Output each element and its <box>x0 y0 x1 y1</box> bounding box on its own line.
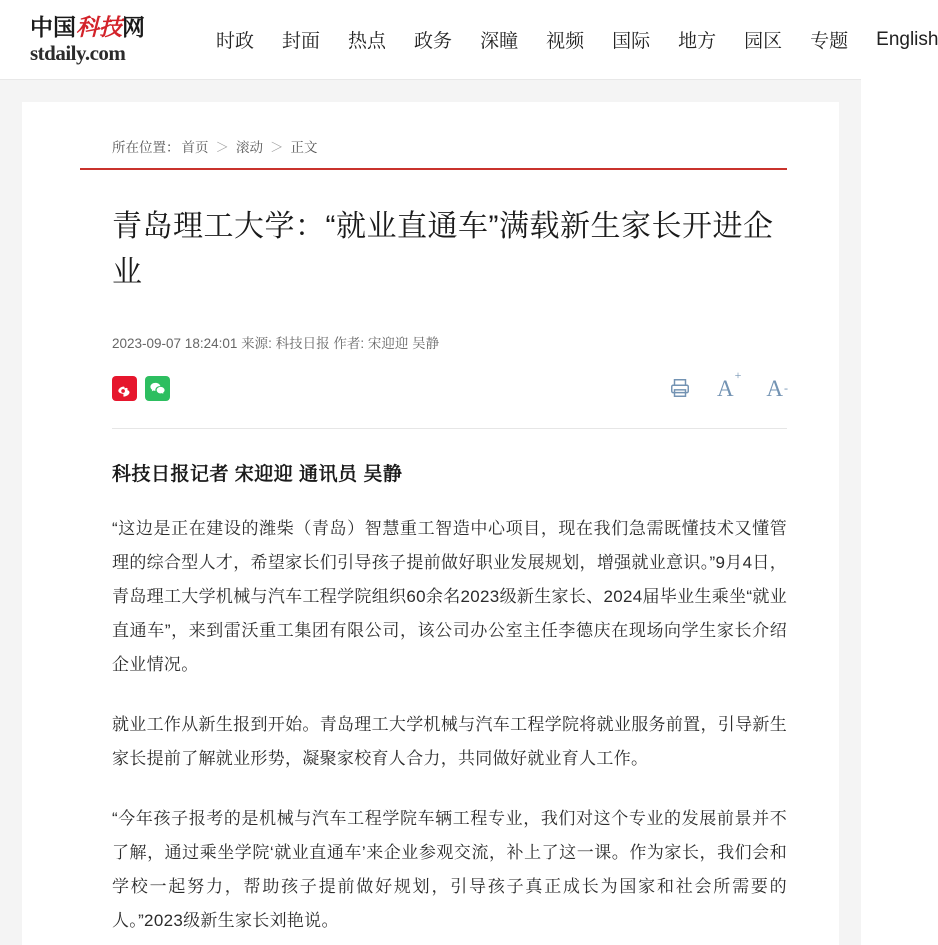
nav-item-shizheng[interactable]: 时政 <box>216 31 255 52</box>
nav-item-zhuanti[interactable]: 专题 <box>810 31 849 52</box>
breadcrumb-separator-2: ＞ <box>270 140 284 155</box>
article-paragraph-1: “这边是正在建设的潍柴（青岛）智慧重工智造中心项目，现在我们急需既懂技术又懂管理的综合型人才，希望家长们引导孩子提前做好职业发展规划，增强就业意识。”9月4日，青岛理工大学机械与汽车工程学院组织60余名2023级新生家长、2024届毕业生乘坐“就业直通车”，来到雷沃重工集团有限公司，该公司办公室主任李德庆在现场向学生家长介绍企业情况。 <box>112 519 787 674</box>
logo-text-part2: 科技 <box>76 13 122 40</box>
breadcrumb-label: 所在位置： <box>112 140 180 155</box>
font-increase-sup: + <box>734 367 742 382</box>
breadcrumb <box>80 130 787 170</box>
nav-item-fengmian[interactable]: 封面 <box>282 31 321 52</box>
article-card <box>22 102 839 945</box>
font-decrease-label: A <box>766 375 783 401</box>
nav-item-redian[interactable]: 热点 <box>348 31 387 52</box>
article-toolbar <box>112 368 787 429</box>
nav-item-shipin[interactable]: 视频 <box>546 31 585 52</box>
article-paragraph-2: 就业工作从新生报到开始。青岛理工大学机械与汽车工程学院将就业服务前置，引导新生家长提前了解就业形势，凝聚家校育人合力，共同做好就业育人工作。 <box>112 715 787 768</box>
toolbar-right-group <box>669 367 788 401</box>
article-paragraph-3: “今年孩子报考的是机械与汽车工程学院车辆工程专业，我们对这个专业的发展前景并不了解，通过乘坐学院‘就业直通车’来企业参观交流，补上了这一课。作为家长，我们会和学校一起努力，帮助孩子提前做好规划，引导孩子真正成长为国家和社会所需要的人。”2023级新生家长刘艳说。 <box>112 809 787 930</box>
weibo-share-icon[interactable] <box>112 376 137 401</box>
nav-item-difang[interactable]: 地方 <box>678 31 717 52</box>
nav-item-yuanqu[interactable]: 园区 <box>744 31 783 52</box>
article-meta: 2023-09-07 18:24:01 来源: 科技日报 作者: 宋迎迎 吴静 <box>112 336 440 351</box>
font-decrease-sub: - <box>784 380 788 395</box>
share-icon-group <box>112 376 170 401</box>
nav-item-guoji[interactable]: 国际 <box>612 31 651 52</box>
logo-text-part3: 网 <box>122 13 145 40</box>
font-increase-button[interactable] <box>716 367 742 401</box>
breadcrumb-item-home[interactable]: 首页 <box>181 140 209 155</box>
logo-chinese-text <box>30 13 170 40</box>
print-icon[interactable] <box>669 377 691 399</box>
nav-item-zhengwu[interactable]: 政务 <box>414 31 453 52</box>
site-logo[interactable] <box>30 13 170 65</box>
logo-domain-text: stdaily.com <box>30 40 126 65</box>
article-byline: 科技日报记者 宋迎迎 通讯员 吴静 <box>112 464 403 485</box>
logo-text-part1: 中国 <box>30 13 76 40</box>
breadcrumb-item-zhengwen[interactable]: 正文 <box>290 140 318 155</box>
page-title: 青岛理工大学：“就业直通车”满载新生家长开进企业 <box>112 210 774 289</box>
nav-item-english[interactable]: English <box>876 28 938 50</box>
breadcrumb-separator-1: ＞ <box>215 140 229 155</box>
page-background <box>0 80 861 945</box>
font-increase-label: A <box>716 375 734 401</box>
site-header <box>0 0 938 80</box>
breadcrumb-item-gundong[interactable]: 滚动 <box>236 140 263 155</box>
article-body <box>112 459 787 938</box>
nav-item-shentong[interactable]: 深瞳 <box>480 31 519 52</box>
font-decrease-button[interactable] <box>766 377 787 400</box>
wechat-share-icon[interactable] <box>145 376 170 401</box>
main-nav <box>216 26 938 53</box>
